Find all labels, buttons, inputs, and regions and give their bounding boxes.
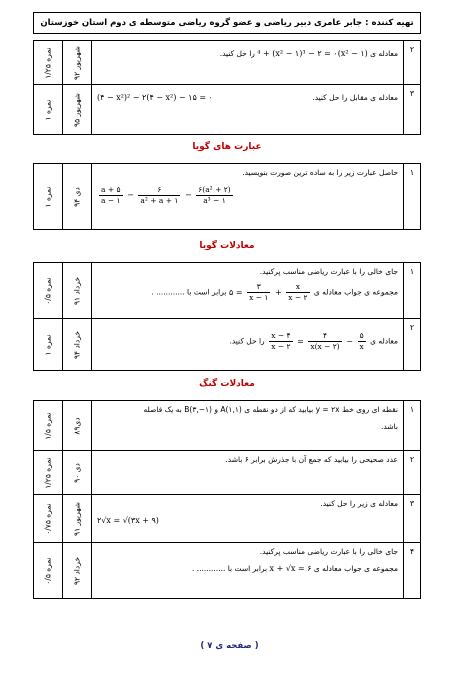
date-label: شهریور ۹۱ (72, 501, 82, 536)
question-text: حاصل عبارت زیر را به ساده ترین صورت بنویسید. (242, 168, 398, 177)
score-label: ۰/۵ نمره (43, 556, 53, 585)
table-row (34, 41, 421, 85)
question-text: نقطه ای روی خط y = ۲x بیابید که از دو نقطه ی A(۱,۱) و B(۳,−۱) به یک فاصله (143, 405, 398, 414)
equation: $\frac{۵}{x}$ − $\frac{۴}{x(x - ۲)}$ = $\frac{x - ۴}{x - ۲}$ (271, 331, 364, 351)
question-text: برابر است با ............ . (151, 287, 227, 297)
table-row (34, 263, 421, 319)
question-text: را حل کنید. (219, 49, 255, 58)
equation: x + √x = ۶ (269, 564, 312, 573)
table-row (34, 319, 421, 371)
question-table-3 (33, 262, 421, 371)
question-number: ۱ (409, 168, 415, 177)
section-title: معادلات گنگ (199, 379, 255, 389)
date-label: دی۸۹ (72, 416, 82, 435)
question-table-2 (33, 163, 421, 230)
date-label: دی ۹۴ (72, 186, 82, 207)
question-text: مجموعه ی جواب معادله ی (313, 564, 398, 573)
question-number: ۳ (409, 499, 415, 508)
question-text: را حل کنید. (229, 336, 265, 346)
question-table-4 (33, 400, 421, 599)
date-label: خرداد ۹۴ (72, 330, 82, 359)
table-row (34, 451, 421, 495)
section-title: معادلات گویا (199, 241, 255, 251)
table-row (34, 164, 421, 230)
score-label: ۰/۷۵ نمره (43, 502, 53, 535)
question-text: جای خالی را با عبارت ریاضی مناسب پرکنید. (259, 267, 398, 276)
page-header (33, 12, 421, 34)
score-label: ۱/۲۵ نمره (43, 46, 53, 79)
question-text: معادله ی (370, 49, 398, 58)
table-row (34, 85, 421, 135)
score-label: ۱/۲۵ نمره (43, 456, 53, 489)
equation: $\frac{x}{x - ۲}$ + $\frac{۳}{x - ۱}$ = ۵ (229, 282, 308, 302)
question-text: معادله ی زیر را حل کنید. (320, 499, 398, 508)
table-row (34, 495, 421, 543)
score-label: ۱/۵ نمره (43, 411, 53, 440)
score-label: ۱ نمره (43, 99, 53, 120)
date-label: خرداد ۹۲ (72, 556, 82, 585)
date-label: شهریور ۹۵ (72, 92, 82, 127)
date-label: خرداد ۹۱ (72, 276, 82, 305)
table-row (34, 543, 421, 599)
question-number: ۳ (409, 89, 415, 98)
date-label: شهریور ۹۲ (72, 45, 82, 80)
equation: ۲√x = √(۳x + ۹) (97, 516, 159, 525)
question-text: باشد. (381, 422, 398, 431)
question-text: برابر است با ............ . (191, 564, 268, 573)
question-number: ۲ (409, 455, 415, 464)
page-number: ( صفحه ی ۷ ) (200, 641, 259, 651)
question-number: ۲ (409, 323, 415, 332)
question-text: معادله ی (370, 336, 398, 346)
question-number: ۱ (409, 405, 415, 414)
score-label: ۰/۵ نمره (43, 276, 53, 305)
equation: (x² − ۱)⁴ + (x² − ۱)³ − ۲ = ۰ (257, 49, 368, 58)
question-text: مجموعه ی جواب معادله ی (313, 287, 398, 297)
table-row (34, 401, 421, 451)
question-number: ۱ (409, 267, 415, 276)
question-number: ۴ (409, 547, 415, 556)
score-label: ۱ نمره (43, 334, 53, 355)
question-table-1 (33, 40, 421, 135)
question-text: جای خالی را با عبارت ریاضی مناسب پرکنید. (259, 547, 398, 556)
question-number: ۲ (409, 45, 415, 54)
rational-expression: $\frac{a + ۵}{a - ۱}$ − $\frac{۶}{\text{a² + a + ۱}}$ − $\frac{\text{۶(a² + ۲)}}{\text{a³ − ۱}}$ (101, 185, 231, 205)
question-text: عدد صحیحی را بیابید که جمع آن با جذرش برابر ۶ باشد. (225, 455, 398, 464)
date-label: دی ۹۰ (72, 462, 82, 483)
section-title: عبارت های گویا (192, 142, 262, 152)
question-text: معادله ی مقابل را حل کنید. (312, 93, 398, 102)
header-title: تهیه کننده : جابر عامری دبیر ریاضی و عضو گروه ریاضی متوسطه ی دوم استان خوزستان (40, 18, 414, 28)
score-label: ۱ نمره (43, 186, 53, 207)
equation: (۴ − x²)² − ۲(۴ − x²) − ۱۵ = ۰ (97, 93, 213, 102)
